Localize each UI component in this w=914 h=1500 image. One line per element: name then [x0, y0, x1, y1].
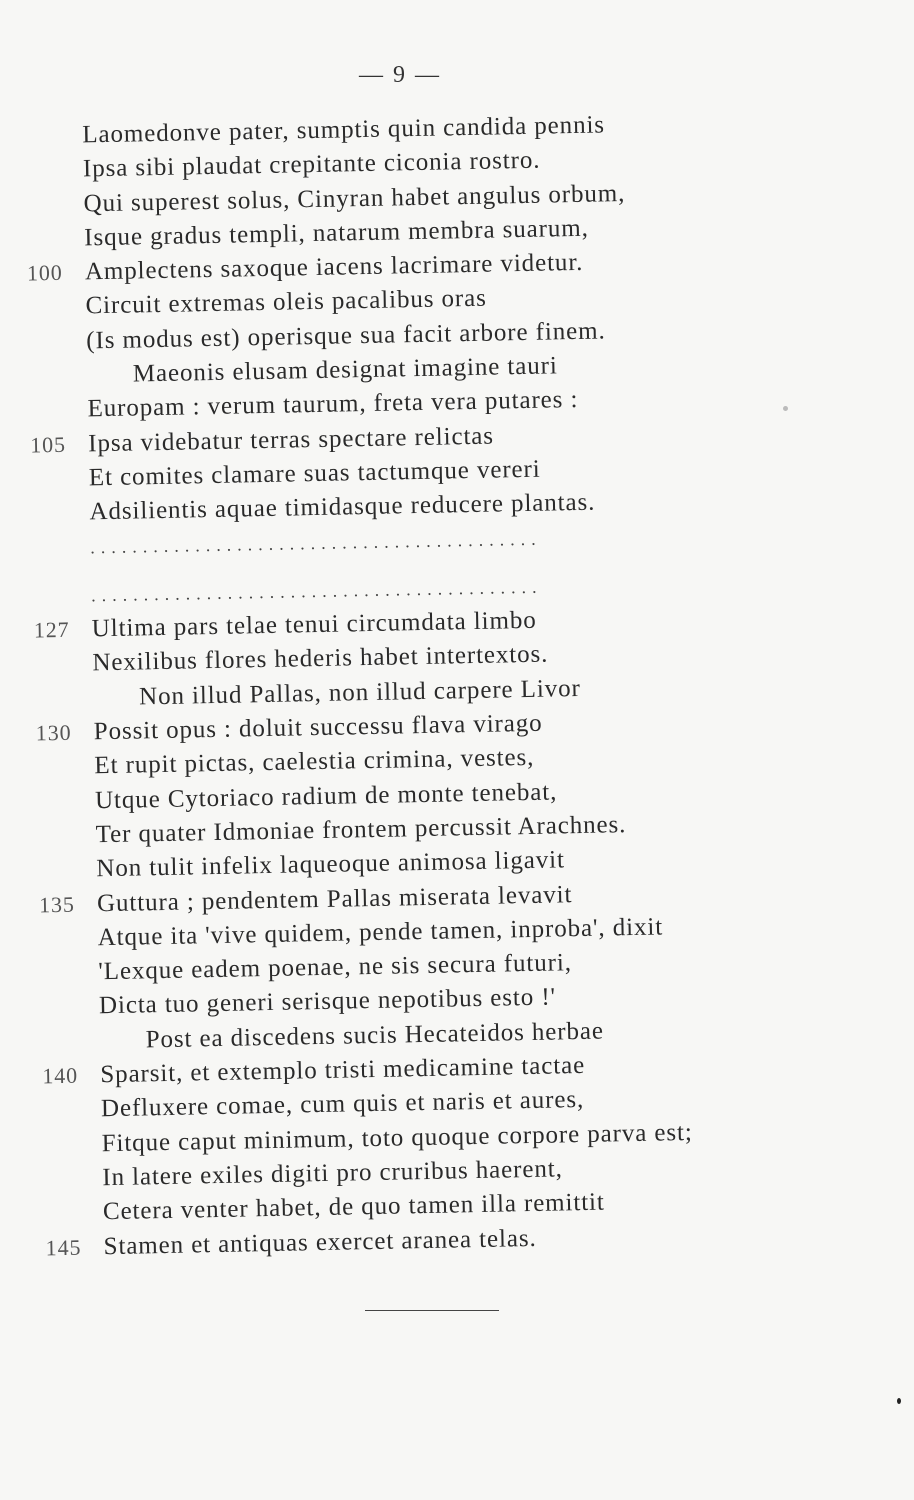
verse-text: Utque Cytoriaco radium de monte tenebat,	[94, 778, 558, 814]
line-number	[24, 119, 76, 120]
verse-text: Europam : verum taurum, freta vera putares :	[87, 386, 579, 423]
omission-dots: ...........................................	[90, 576, 543, 606]
verse-text: Dicta tuo generi serisque nepotibus esto !'	[98, 983, 557, 1020]
verse-text: Amplectens saxoque iacens lacrimare videtur.	[84, 249, 584, 286]
verse-text: Guttura ; pendentem Pallas miserata levavit	[96, 880, 573, 917]
verse-text: Laomedonve pater, sumptis quin candida pennis	[82, 111, 606, 149]
verse-text: Circuit extremas oleis pacalibus oras	[85, 285, 488, 320]
line-number	[35, 681, 87, 682]
line-number	[41, 1024, 93, 1025]
line-number	[38, 853, 90, 854]
verse-text: Isque gradus templi, natarum membra suarum,	[84, 214, 589, 252]
line-number	[43, 1093, 95, 1094]
line-number	[25, 187, 77, 188]
line-number	[33, 578, 85, 579]
verse-text: Atque ita 'vive quidem, pende tamen, inproba', dixit	[97, 913, 664, 952]
verse-text: Possit opus : doluit successu flava virago	[93, 709, 543, 746]
verse-text: Et comites clamare suas tactumque vereri	[88, 455, 541, 492]
line-number	[29, 393, 81, 394]
verse-text: Maeonis elusam designat imagine tauri	[132, 352, 558, 388]
line-number	[25, 153, 77, 154]
line-number: 105	[29, 431, 67, 458]
verse-text: Stamen et antiquas exercet aranea telas.	[103, 1224, 537, 1260]
line-number: 135	[38, 891, 76, 917]
paper-speck	[783, 406, 788, 411]
verse-text: Nexilibus flores hederis habet intertextos.	[92, 641, 549, 677]
verse-text: Adsilientis aquae timidasque reducere plantas.	[89, 488, 596, 526]
line-number: 127	[33, 616, 70, 643]
verse-text: Non illud Pallas, non illud carpere Livor	[138, 674, 581, 711]
verse-text: Ter quater Idmoniae frontem percussit Arachnes.	[95, 811, 627, 849]
line-number	[44, 1161, 96, 1162]
line-number: 145	[45, 1234, 82, 1260]
line-number: 100	[26, 260, 63, 286]
line-number	[36, 750, 88, 751]
line-number: 140	[42, 1062, 79, 1089]
verse-text: In latere exiles digiti pro cruribus haerent,	[102, 1155, 563, 1192]
line-number	[40, 956, 92, 957]
verse-text: Ipsa videbatur terras spectare relictas	[87, 422, 495, 458]
line-number	[27, 290, 79, 291]
end-rule	[365, 1310, 499, 1311]
verse-text: Qui superest solus, Cinyran habet angulus orbum,	[83, 179, 626, 218]
line-number	[43, 1127, 95, 1128]
verse-text: Post ea discedens sucis Hecateidos herbae	[145, 1017, 605, 1054]
line-number	[28, 324, 80, 325]
poem-text	[0, 102, 914, 1265]
verse-text: Non tulit infelix laqueoque animosa ligavit	[96, 846, 566, 883]
line-number	[45, 1196, 97, 1197]
verse-text: Defluxere comae, cum quis et naris et aures,	[100, 1086, 585, 1123]
line-number: 130	[35, 719, 72, 746]
verse-text: Sparsit, et extemplo tristi medicamine tactae	[100, 1051, 586, 1089]
verse-text: Ultima pars telae tenui circumdata limbo	[91, 606, 537, 643]
line-number	[31, 461, 83, 462]
line-number	[32, 530, 84, 531]
verse-text: Et rupit pictas, caelestia crimina, vestes,	[94, 744, 535, 780]
line-number	[41, 990, 93, 991]
paper-speck	[897, 1398, 901, 1404]
line-number	[37, 784, 89, 785]
page-number: — 9 —	[359, 62, 441, 88]
verse-text: Cetera venter habet, de quo tamen illa remittit	[102, 1188, 606, 1226]
line-number	[34, 647, 86, 648]
verse-text: 'Lexque eadem poenae, ne sis secura futuri,	[98, 949, 573, 986]
line-number	[29, 359, 81, 360]
verse-text: (Is modus est) operisque sua facit arbore finem.	[85, 317, 606, 355]
line-number	[39, 921, 91, 922]
verse-text: Ipsa sibi plaudat crepitante ciconia rostro.	[82, 146, 541, 183]
omission-dots: ...........................................	[90, 528, 542, 557]
line-number	[26, 221, 78, 222]
verse-text: Fitque caput minimum, toto quoque corpore parva est;	[101, 1118, 693, 1157]
line-number	[37, 818, 89, 819]
line-number	[31, 496, 83, 497]
